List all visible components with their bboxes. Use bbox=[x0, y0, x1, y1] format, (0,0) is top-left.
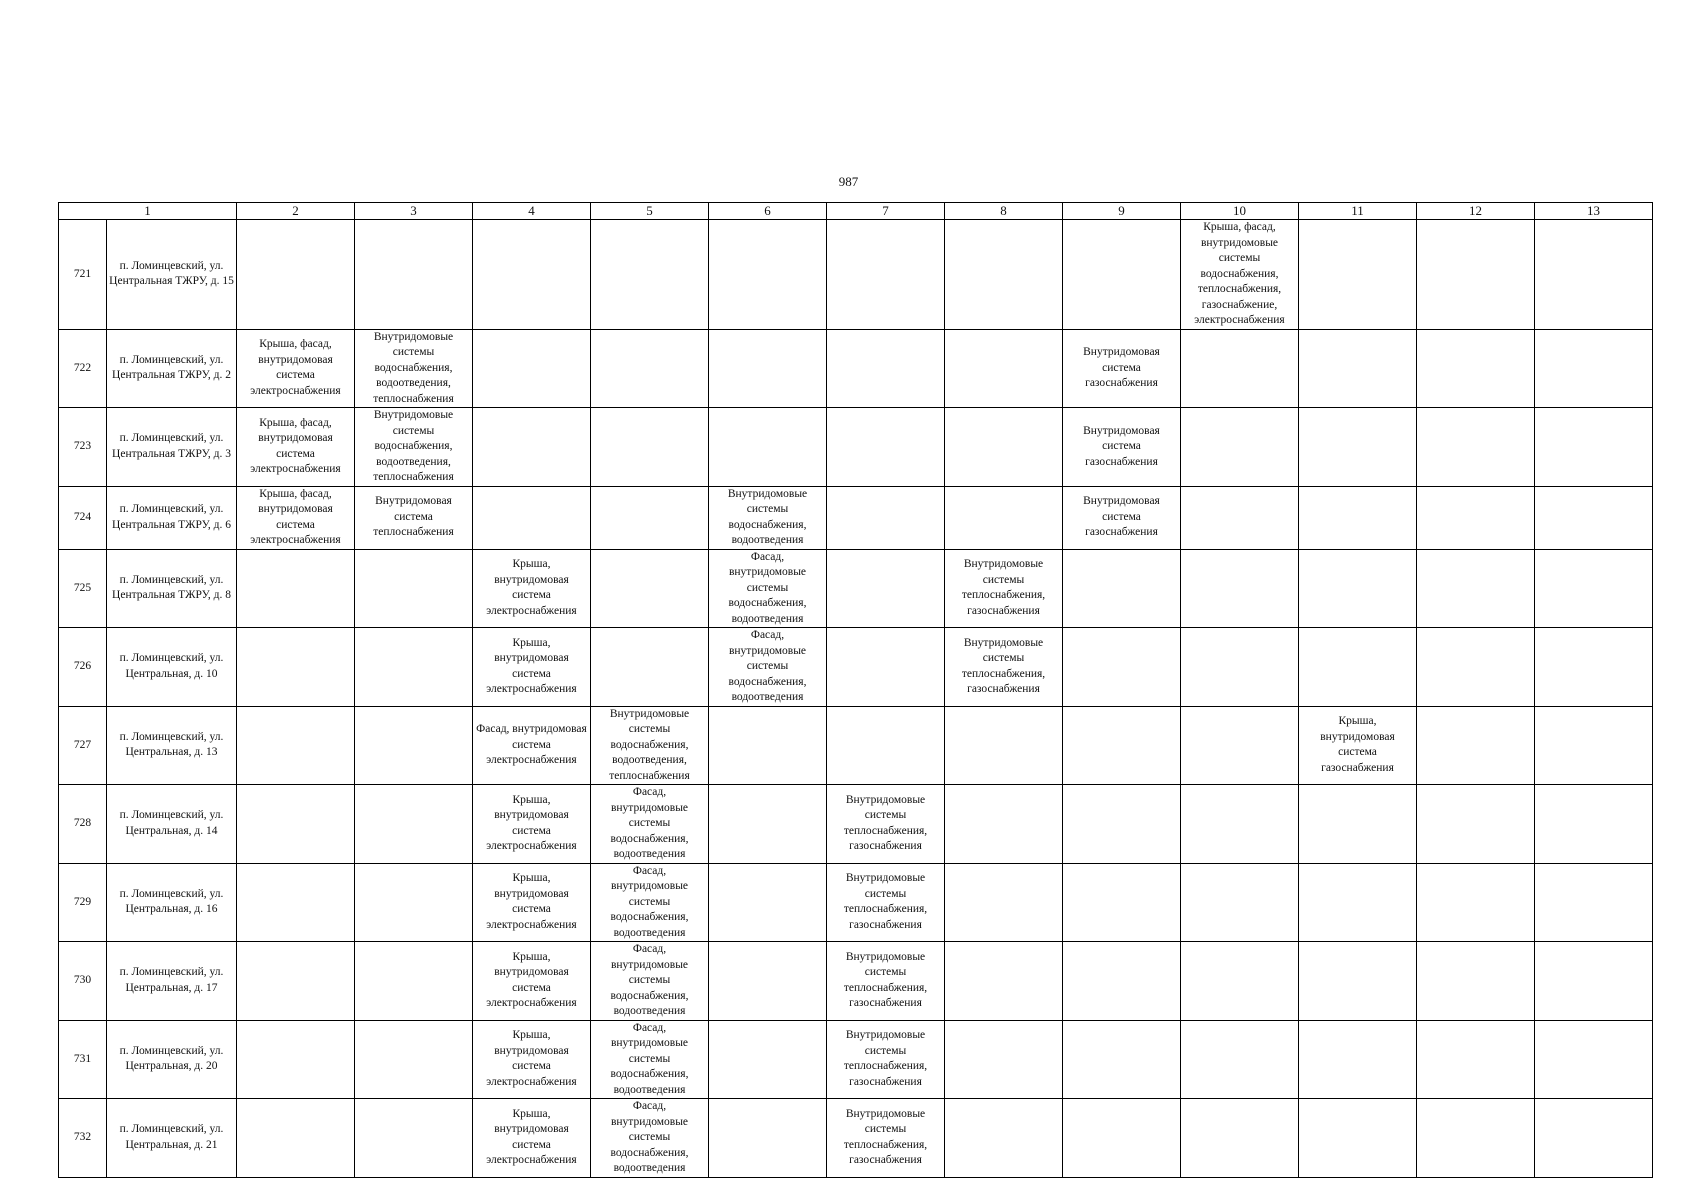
column-header: 3 bbox=[355, 203, 473, 220]
cell-text: 725 bbox=[73, 581, 92, 594]
work-cell bbox=[827, 408, 945, 487]
work-cell bbox=[1063, 220, 1181, 330]
work-cell bbox=[355, 1099, 473, 1178]
row-number-cell bbox=[59, 329, 107, 408]
row-number-cell bbox=[59, 549, 107, 628]
column-header: 9 bbox=[1063, 203, 1181, 220]
cell-text: 723 bbox=[73, 440, 92, 452]
work-cell bbox=[1063, 785, 1181, 864]
table-row bbox=[59, 785, 1653, 864]
address-cell bbox=[107, 863, 237, 942]
work-cell bbox=[1535, 549, 1653, 628]
work-cell bbox=[1063, 329, 1181, 408]
cell-text: Внутридомовые системы теплоснабжения, газоснабжения bbox=[961, 636, 1046, 696]
work-cell bbox=[827, 329, 945, 408]
work-cell bbox=[355, 408, 473, 487]
work-cell bbox=[355, 942, 473, 1021]
row-number-cell bbox=[59, 220, 107, 330]
table-row bbox=[59, 942, 1653, 1021]
work-cell bbox=[1181, 706, 1299, 785]
row-number-cell bbox=[59, 785, 107, 864]
work-cell bbox=[1417, 863, 1535, 942]
row-number-cell bbox=[59, 1020, 107, 1099]
cell-text: Крыша, фасад, внутридомовая система электроснабжения bbox=[250, 487, 341, 546]
work-cell bbox=[1535, 220, 1653, 330]
work-cell bbox=[473, 408, 591, 487]
work-cell bbox=[1299, 486, 1417, 549]
work-cell bbox=[1181, 408, 1299, 487]
work-cell bbox=[827, 863, 945, 942]
work-cell bbox=[1417, 1020, 1535, 1099]
cell-text: Внутридомовая система газоснабжения bbox=[1083, 495, 1160, 539]
cell-text: п. Ломинцевский, ул. Центральная, д. 20 bbox=[119, 1044, 224, 1073]
work-cell bbox=[709, 628, 827, 707]
cell-text: 729 bbox=[73, 895, 92, 908]
work-cell bbox=[945, 408, 1063, 487]
column-header: 8 bbox=[945, 203, 1063, 220]
work-cell bbox=[1181, 1020, 1299, 1099]
cell-text: Крыша, фасад, внутридомовая система электроснабжения bbox=[250, 416, 341, 476]
column-header: 2 bbox=[237, 203, 355, 220]
work-cell bbox=[237, 549, 355, 628]
work-cell bbox=[473, 1099, 591, 1178]
cell-text: 724 bbox=[73, 510, 92, 523]
row-number-cell bbox=[59, 486, 107, 549]
work-cell bbox=[1063, 549, 1181, 628]
work-cell bbox=[355, 706, 473, 785]
work-cell bbox=[591, 942, 709, 1021]
column-header: 7 bbox=[827, 203, 945, 220]
cell-text: 726 bbox=[73, 660, 92, 672]
cell-text: п. Ломинцевский, ул. Центральная ТЖРУ, д. 6 bbox=[112, 503, 231, 531]
cell-text: Фасад, внутридомовые системы водоснабжения, водоотведения bbox=[610, 864, 689, 939]
work-cell bbox=[1063, 486, 1181, 549]
column-header: 6 bbox=[709, 203, 827, 220]
cell-text: Фасад, внутридомовые системы водоснабжения, водоотведения bbox=[610, 1021, 689, 1096]
work-cell bbox=[473, 863, 591, 942]
work-cell bbox=[827, 785, 945, 864]
row-number-cell bbox=[59, 628, 107, 707]
cell-text: п. Ломинцевский, ул. Центральная, д. 21 bbox=[119, 1123, 224, 1151]
address-cell bbox=[107, 329, 237, 408]
cell-text: Крыша, внутридомовая система электроснабжения bbox=[486, 636, 577, 696]
work-cell bbox=[1181, 628, 1299, 707]
work-cell bbox=[945, 486, 1063, 549]
work-cell bbox=[709, 486, 827, 549]
work-cell bbox=[1417, 329, 1535, 408]
work-cell bbox=[1535, 628, 1653, 707]
address-cell bbox=[107, 220, 237, 330]
address-cell bbox=[107, 486, 237, 549]
work-cell bbox=[1299, 1099, 1417, 1178]
repair-schedule-table bbox=[58, 202, 1653, 1178]
work-cell bbox=[709, 549, 827, 628]
work-cell bbox=[827, 220, 945, 330]
work-cell bbox=[709, 706, 827, 785]
cell-text: 722 bbox=[73, 361, 92, 374]
cell-text: Крыша, фасад, внутридомовые системы водоснабжения, теплоснабжения, газоснабжение, электроснабжения bbox=[1194, 221, 1285, 326]
work-cell bbox=[1063, 863, 1181, 942]
table-body bbox=[59, 220, 1653, 1178]
work-cell bbox=[1417, 785, 1535, 864]
table-row bbox=[59, 1020, 1653, 1099]
cell-text: Внутридомовые системы водоснабжения, водоотведения, теплоснабжения bbox=[373, 409, 454, 483]
column-header: 11 bbox=[1299, 203, 1417, 220]
table-row bbox=[59, 1099, 1653, 1178]
row-number-cell bbox=[59, 863, 107, 942]
work-cell bbox=[591, 1020, 709, 1099]
work-cell bbox=[473, 220, 591, 330]
work-cell bbox=[945, 628, 1063, 707]
work-cell bbox=[237, 785, 355, 864]
work-cell bbox=[591, 628, 709, 707]
cell-text: п. Ломинцевский, ул. Центральная, д. 14 bbox=[119, 809, 224, 837]
work-cell bbox=[827, 942, 945, 1021]
address-cell bbox=[107, 408, 237, 487]
work-cell bbox=[1417, 486, 1535, 549]
row-number-cell bbox=[59, 408, 107, 487]
work-cell bbox=[709, 942, 827, 1021]
work-cell bbox=[1417, 942, 1535, 1021]
work-cell bbox=[237, 706, 355, 785]
work-cell bbox=[591, 408, 709, 487]
cell-text: Фасад, внутридомовые системы водоснабжения, водоотведения bbox=[728, 629, 807, 703]
work-cell bbox=[709, 220, 827, 330]
cell-text: Внутридомовая система газоснабжения bbox=[1083, 346, 1160, 389]
work-cell bbox=[945, 1020, 1063, 1099]
work-cell bbox=[1299, 549, 1417, 628]
cell-text: п. Ломинцевский, ул. Центральная ТЖРУ, д. 2 bbox=[112, 353, 231, 382]
column-header: 5 bbox=[591, 203, 709, 220]
work-cell bbox=[591, 329, 709, 408]
work-cell bbox=[709, 329, 827, 408]
work-cell bbox=[237, 408, 355, 487]
work-cell bbox=[1299, 220, 1417, 330]
column-header: 13 bbox=[1535, 203, 1653, 220]
table-row bbox=[59, 863, 1653, 942]
work-cell bbox=[1181, 486, 1299, 549]
cell-text: 728 bbox=[73, 817, 92, 829]
work-cell bbox=[1181, 220, 1299, 330]
work-cell bbox=[827, 486, 945, 549]
work-cell bbox=[237, 329, 355, 408]
cell-text: Внутридомовые системы водоснабжения, водоотведения bbox=[727, 487, 808, 546]
column-header: 4 bbox=[473, 203, 591, 220]
work-cell bbox=[1299, 785, 1417, 864]
work-cell bbox=[1535, 408, 1653, 487]
work-cell bbox=[591, 486, 709, 549]
cell-text: п. Ломинцевский, ул. Центральная, д. 10 bbox=[119, 652, 224, 680]
cell-text: 721 bbox=[73, 267, 92, 280]
cell-text: Внутридомовые системы теплоснабжения, газоснабжения bbox=[843, 793, 928, 853]
work-cell bbox=[1063, 408, 1181, 487]
work-cell bbox=[945, 329, 1063, 408]
work-cell bbox=[591, 1099, 709, 1178]
work-cell bbox=[237, 1020, 355, 1099]
work-cell bbox=[1535, 486, 1653, 549]
cell-text: Внутридомовые системы водоснабжения, водоотведения, теплоснабжения bbox=[609, 707, 690, 782]
work-cell bbox=[1417, 706, 1535, 785]
work-cell bbox=[827, 628, 945, 707]
cell-text: п. Ломинцевский, ул. Центральная ТЖРУ, д. 8 bbox=[112, 573, 231, 602]
work-cell bbox=[1181, 863, 1299, 942]
work-cell bbox=[1299, 706, 1417, 785]
address-cell bbox=[107, 1099, 237, 1178]
work-cell bbox=[1063, 942, 1181, 1021]
table-row bbox=[59, 220, 1653, 330]
work-cell bbox=[355, 1020, 473, 1099]
cell-text: Крыша, внутридомовая система электроснабжения bbox=[486, 950, 577, 1010]
work-cell bbox=[945, 549, 1063, 628]
work-cell bbox=[1417, 220, 1535, 330]
work-cell bbox=[945, 220, 1063, 330]
work-cell bbox=[1417, 1099, 1535, 1178]
work-cell bbox=[827, 706, 945, 785]
work-cell bbox=[473, 942, 591, 1021]
cell-text: Крыша, внутридомовая система электроснабжения bbox=[486, 872, 577, 931]
cell-text: 731 bbox=[73, 1052, 92, 1065]
cell-text: Внутридомовые системы теплоснабжения, газоснабжения bbox=[961, 558, 1046, 617]
work-cell bbox=[473, 706, 591, 785]
work-cell bbox=[1063, 628, 1181, 707]
work-cell bbox=[355, 329, 473, 408]
address-cell bbox=[107, 628, 237, 707]
work-cell bbox=[945, 785, 1063, 864]
cell-text: Внутридомовые системы теплоснабжения, газоснабжения bbox=[843, 950, 928, 1010]
work-cell bbox=[1535, 1020, 1653, 1099]
cell-text: 727 bbox=[73, 738, 92, 751]
work-cell bbox=[1181, 1099, 1299, 1178]
cell-text: Внутридомовые системы водоснабжения, водоотведения, теплоснабжения bbox=[373, 330, 454, 405]
work-cell bbox=[237, 486, 355, 549]
work-cell bbox=[1417, 408, 1535, 487]
work-cell bbox=[1063, 1099, 1181, 1178]
cell-text: Фасад, внутридомовые системы водоснабжения, водоотведения bbox=[610, 786, 689, 860]
work-cell bbox=[1535, 706, 1653, 785]
work-cell bbox=[473, 329, 591, 408]
row-number-cell bbox=[59, 942, 107, 1021]
work-cell bbox=[355, 785, 473, 864]
work-cell bbox=[1299, 942, 1417, 1021]
work-cell bbox=[709, 1099, 827, 1178]
work-cell bbox=[237, 863, 355, 942]
cell-text: Внутридомовая система газоснабжения bbox=[1083, 424, 1160, 468]
cell-text: Фасад, внутридомовая система электроснабжения bbox=[476, 723, 587, 766]
column-header: 12 bbox=[1417, 203, 1535, 220]
column-header: 1 bbox=[59, 203, 237, 220]
work-cell bbox=[591, 706, 709, 785]
work-cell bbox=[827, 1020, 945, 1099]
work-cell bbox=[591, 785, 709, 864]
table-row bbox=[59, 408, 1653, 487]
work-cell bbox=[709, 785, 827, 864]
work-cell bbox=[1417, 549, 1535, 628]
address-cell bbox=[107, 549, 237, 628]
work-cell bbox=[1299, 329, 1417, 408]
work-cell bbox=[827, 1099, 945, 1178]
address-cell bbox=[107, 942, 237, 1021]
work-cell bbox=[945, 706, 1063, 785]
work-cell bbox=[945, 1099, 1063, 1178]
work-cell bbox=[1063, 1020, 1181, 1099]
cell-text: Крыша, внутридомовая система электроснабжения bbox=[486, 1107, 577, 1167]
work-cell bbox=[1299, 863, 1417, 942]
address-cell bbox=[107, 706, 237, 785]
cell-text: Крыша, внутридомовая система электроснабжения bbox=[486, 793, 577, 853]
table-row bbox=[59, 549, 1653, 628]
cell-text: Крыша, внутридомовая система газоснабжения bbox=[1320, 715, 1395, 774]
work-cell bbox=[1535, 942, 1653, 1021]
work-cell bbox=[355, 549, 473, 628]
work-cell bbox=[1299, 1020, 1417, 1099]
cell-text: Крыша, фасад, внутридомовая система электроснабжения bbox=[250, 338, 341, 397]
work-cell bbox=[473, 628, 591, 707]
row-number-cell bbox=[59, 1099, 107, 1178]
table-row bbox=[59, 486, 1653, 549]
table-row bbox=[59, 706, 1653, 785]
work-cell bbox=[473, 785, 591, 864]
work-cell bbox=[1181, 785, 1299, 864]
work-cell bbox=[945, 863, 1063, 942]
work-cell bbox=[237, 220, 355, 330]
cell-text: Внутридомовые системы теплоснабжения, газоснабжения bbox=[843, 1107, 928, 1167]
work-cell bbox=[709, 863, 827, 942]
cell-text: Внутридомовые системы теплоснабжения, газоснабжения bbox=[843, 1029, 928, 1088]
work-cell bbox=[237, 942, 355, 1021]
work-cell bbox=[591, 549, 709, 628]
work-cell bbox=[473, 549, 591, 628]
work-cell bbox=[1535, 1099, 1653, 1178]
cell-text: Фасад, внутридомовые системы водоснабжения, водоотведения bbox=[728, 550, 807, 625]
table-row bbox=[59, 329, 1653, 408]
address-cell bbox=[107, 1020, 237, 1099]
cell-text: Внутридомовая система теплоснабжения bbox=[373, 495, 454, 539]
work-cell bbox=[591, 220, 709, 330]
work-cell bbox=[355, 863, 473, 942]
work-cell bbox=[1299, 628, 1417, 707]
cell-text: Внутридомовые системы теплоснабжения, газоснабжения bbox=[843, 872, 928, 931]
cell-text: п. Ломинцевский, ул. Центральная ТЖРУ, д. 3 bbox=[112, 432, 231, 460]
work-cell bbox=[1181, 329, 1299, 408]
work-cell bbox=[355, 486, 473, 549]
column-header-row bbox=[59, 203, 1653, 220]
cell-text: Фасад, внутридомовые системы водоснабжения, водоотведения bbox=[610, 1100, 689, 1174]
work-cell bbox=[709, 408, 827, 487]
work-cell bbox=[827, 549, 945, 628]
cell-text: Крыша, внутридомовая система электроснабжения bbox=[486, 558, 577, 617]
cell-text: п. Ломинцевский, ул. Центральная, д. 17 bbox=[119, 966, 224, 994]
row-number-cell bbox=[59, 706, 107, 785]
work-cell bbox=[1299, 408, 1417, 487]
cell-text: п. Ломинцевский, ул. Центральная, д. 16 bbox=[119, 887, 224, 916]
cell-text: 732 bbox=[73, 1131, 92, 1143]
cell-text: Фасад, внутридомовые системы водоснабжения, водоотведения bbox=[610, 943, 689, 1017]
work-cell bbox=[591, 863, 709, 942]
work-cell bbox=[355, 220, 473, 330]
cell-text: Крыша, внутридомовая система электроснабжения bbox=[486, 1029, 577, 1088]
address-cell bbox=[107, 785, 237, 864]
work-cell bbox=[473, 486, 591, 549]
work-cell bbox=[1417, 628, 1535, 707]
work-cell bbox=[1535, 785, 1653, 864]
column-header: 10 bbox=[1181, 203, 1299, 220]
work-cell bbox=[1063, 706, 1181, 785]
work-cell bbox=[237, 1099, 355, 1178]
work-cell bbox=[709, 1020, 827, 1099]
cell-text: п. Ломинцевский, ул. Центральная ТЖРУ, д. 15 bbox=[109, 259, 234, 288]
work-cell bbox=[355, 628, 473, 707]
work-cell bbox=[945, 942, 1063, 1021]
work-cell bbox=[1181, 942, 1299, 1021]
work-cell bbox=[1535, 329, 1653, 408]
work-cell bbox=[473, 1020, 591, 1099]
cell-text: п. Ломинцевский, ул. Центральная, д. 13 bbox=[119, 730, 224, 759]
table-row bbox=[59, 628, 1653, 707]
cell-text: 730 bbox=[73, 974, 92, 986]
page-number: 987 bbox=[838, 174, 859, 189]
work-cell bbox=[237, 628, 355, 707]
work-cell bbox=[1535, 863, 1653, 942]
work-cell bbox=[1181, 549, 1299, 628]
